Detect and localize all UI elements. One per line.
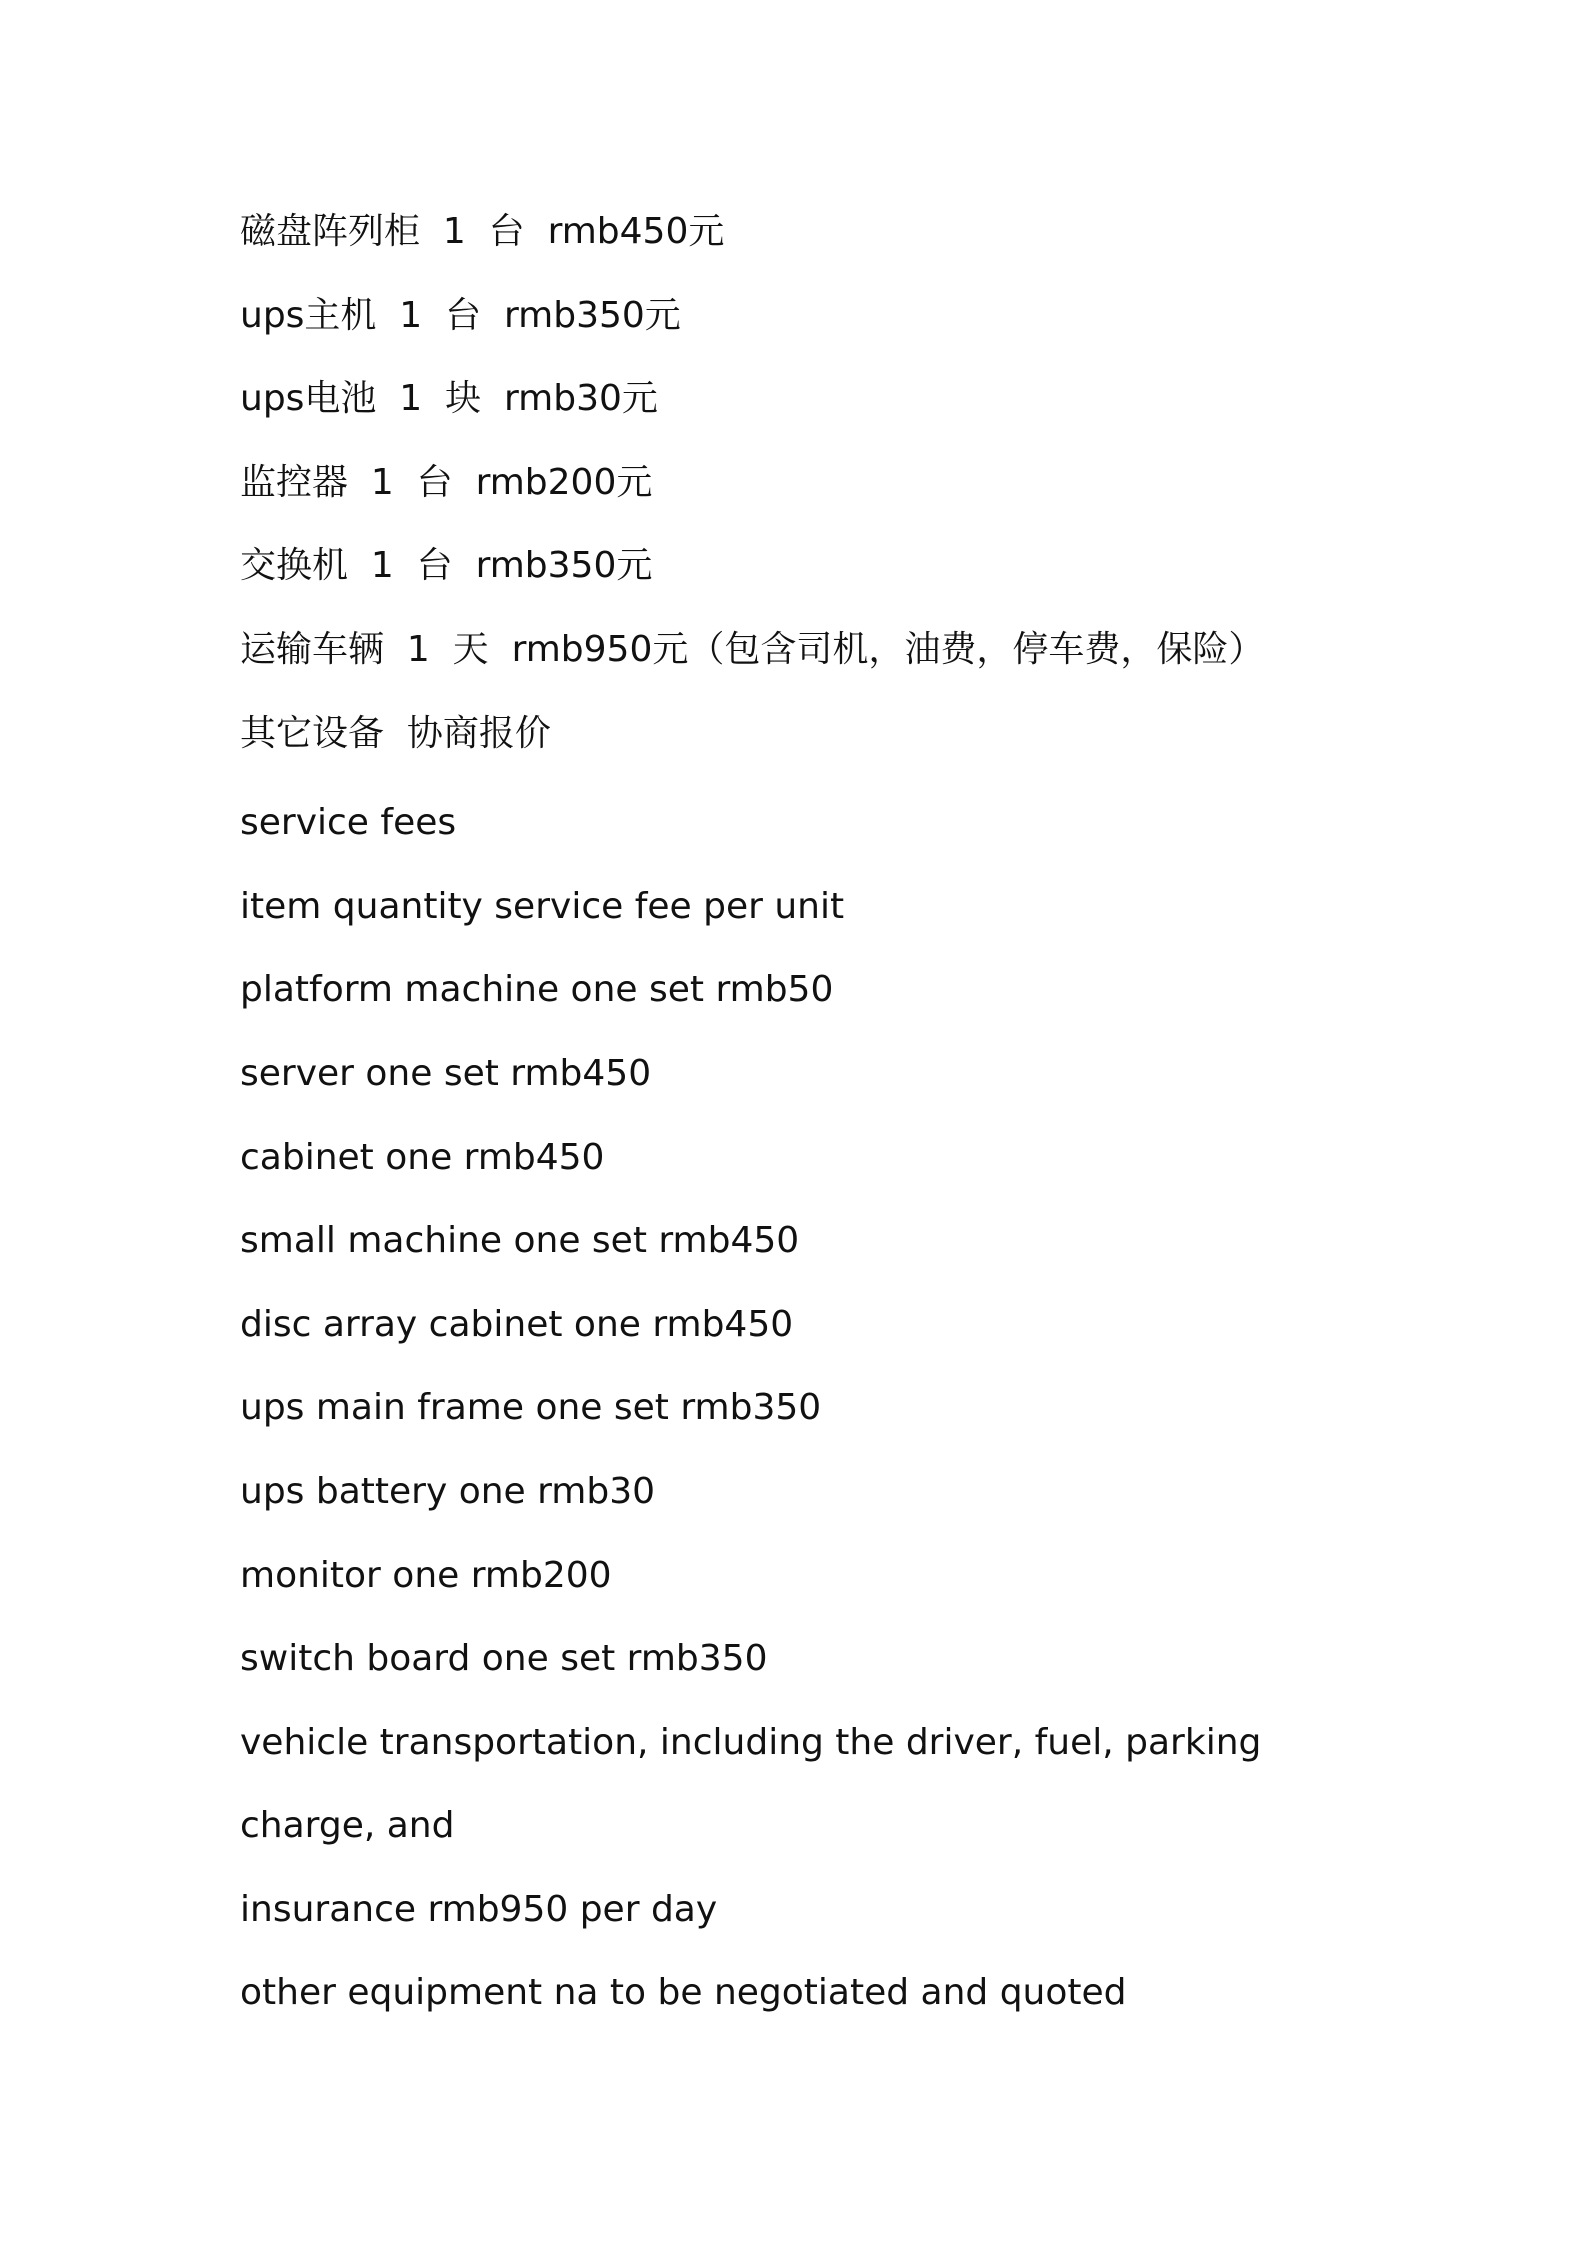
fee-line-vehicle-part-1: vehicle transportation, including the driver, fuel, parking bbox=[240, 1721, 1262, 1763]
price-line-disk-array: 磁盘阵列柜 1 台 rmb450元 bbox=[240, 211, 725, 252]
fee-line-vehicle-part-3: insurance rmb950 per day bbox=[240, 1888, 718, 1930]
fee-line-ups-battery: ups battery one rmb30 bbox=[240, 1470, 656, 1512]
price-line-switch: 交换机 1 台 rmb350元 bbox=[240, 545, 653, 587]
price-list bbox=[240, 194, 1440, 2039]
fee-line-disc-array: disc array cabinet one rmb450 bbox=[240, 1303, 794, 1345]
fee-line-cabinet: cabinet one rmb450 bbox=[240, 1136, 605, 1178]
fee-line-switch-board: switch board one set rmb350 bbox=[240, 1638, 768, 1680]
price-line-ups-battery: ups电池 1 块 rmb30元 bbox=[240, 378, 658, 420]
fee-line-other-equipment: other equipment na to be negotiated and quoted bbox=[240, 1972, 1127, 2014]
fee-line-ups-main-frame: ups main frame one set rmb350 bbox=[240, 1387, 822, 1429]
price-line-other-equipment: 其它设备 协商报价 bbox=[240, 712, 551, 754]
fee-line-platform-machine: platform machine one set rmb50 bbox=[240, 969, 834, 1011]
fee-line-server: server one set rmb450 bbox=[240, 1052, 652, 1094]
price-line-monitor: 监控器 1 台 rmb200元 bbox=[240, 461, 653, 503]
fee-line-vehicle-part-2: charge, and bbox=[240, 1805, 455, 1847]
fee-line-monitor: monitor one rmb200 bbox=[240, 1554, 612, 1596]
price-line-vehicle: 运输车辆 1 天 rmb950元（包含司机，油费，停车费，保险） bbox=[240, 628, 1265, 670]
section-heading: service fees bbox=[240, 802, 457, 844]
chinese-price-section bbox=[240, 194, 1440, 779]
column-headers: item quantity service fee per unit bbox=[240, 885, 845, 927]
fee-line-small-machine: small machine one set rmb450 bbox=[240, 1220, 800, 1262]
price-line-ups-host: ups主机 1 台 rmb350元 bbox=[240, 294, 681, 336]
english-price-section bbox=[240, 785, 1440, 2039]
